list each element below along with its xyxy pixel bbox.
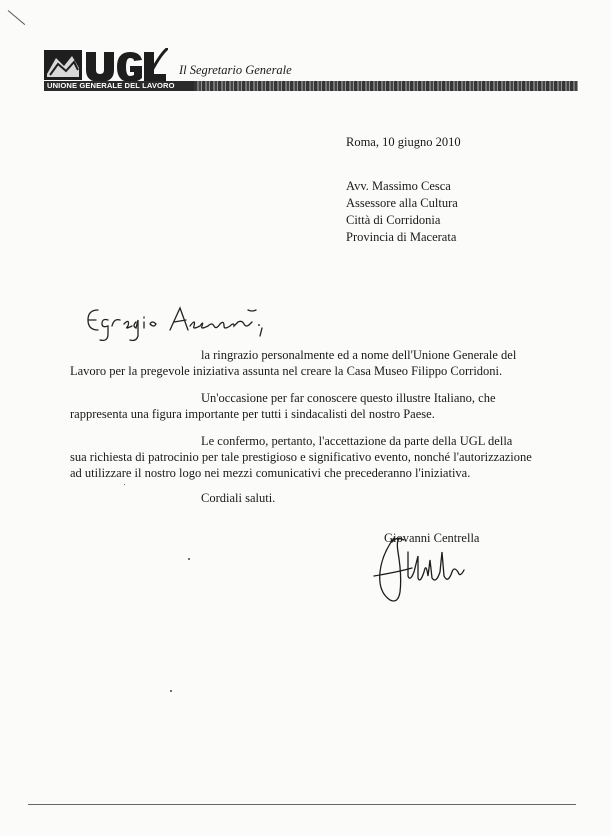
scan-speck bbox=[188, 558, 190, 560]
recipient-city: Città di Corridonia bbox=[346, 213, 441, 227]
recipient-province: Provincia di Macerata bbox=[346, 230, 457, 244]
recipient-name: Avv. Massimo Cesca bbox=[346, 179, 451, 193]
handwritten-salutation bbox=[84, 300, 274, 344]
paragraph-3-line-3: ad utilizzare il nostro logo nei mezzi comunicativi che precederanno l'iniziativa. bbox=[70, 466, 471, 480]
closing: Cordiali saluti. bbox=[201, 491, 276, 505]
scan-speck bbox=[258, 324, 260, 326]
organization-name: UNIONE GENERALE DEL LAVORO bbox=[47, 81, 175, 90]
scan-speck bbox=[124, 484, 125, 485]
ugl-logo bbox=[44, 48, 168, 84]
paragraph-2-line-2: rappresenta una figura importante per tutti i sindacalisti del nostro Paese. bbox=[70, 407, 435, 421]
scan-mark bbox=[8, 10, 25, 25]
paragraph-1-line-2: Lavoro per la pregevole iniziativa assunta nel creare la Casa Museo Filippo Corridoni. bbox=[70, 364, 503, 378]
scan-speck bbox=[170, 690, 172, 692]
paragraph-2-line-1: Un'occasione per far conoscere questo illustre Italiano, che bbox=[201, 391, 496, 405]
recipient-address bbox=[346, 178, 458, 246]
paragraph-1-line-1: la ringrazio personalmente ed a nome dell'Unione Generale del bbox=[201, 348, 517, 362]
letter-date: Roma, 10 giugno 2010 bbox=[346, 135, 461, 149]
recipient-role: Assessore alla Cultura bbox=[346, 196, 458, 210]
handwritten-signature bbox=[368, 532, 498, 606]
paragraph-3-line-1: Le confermo, pertanto, l'accettazione da parte della UGL della bbox=[201, 434, 513, 448]
paragraph-3-line-2: sua richiesta di patrocinio per tale prestigioso e significativo evento, nonché l'autorizzazione bbox=[70, 450, 532, 464]
signatory-name: Giovanni Centrella bbox=[384, 531, 480, 545]
secretary-title: Il Segretario Generale bbox=[179, 63, 292, 77]
page-bottom-line bbox=[28, 804, 576, 805]
